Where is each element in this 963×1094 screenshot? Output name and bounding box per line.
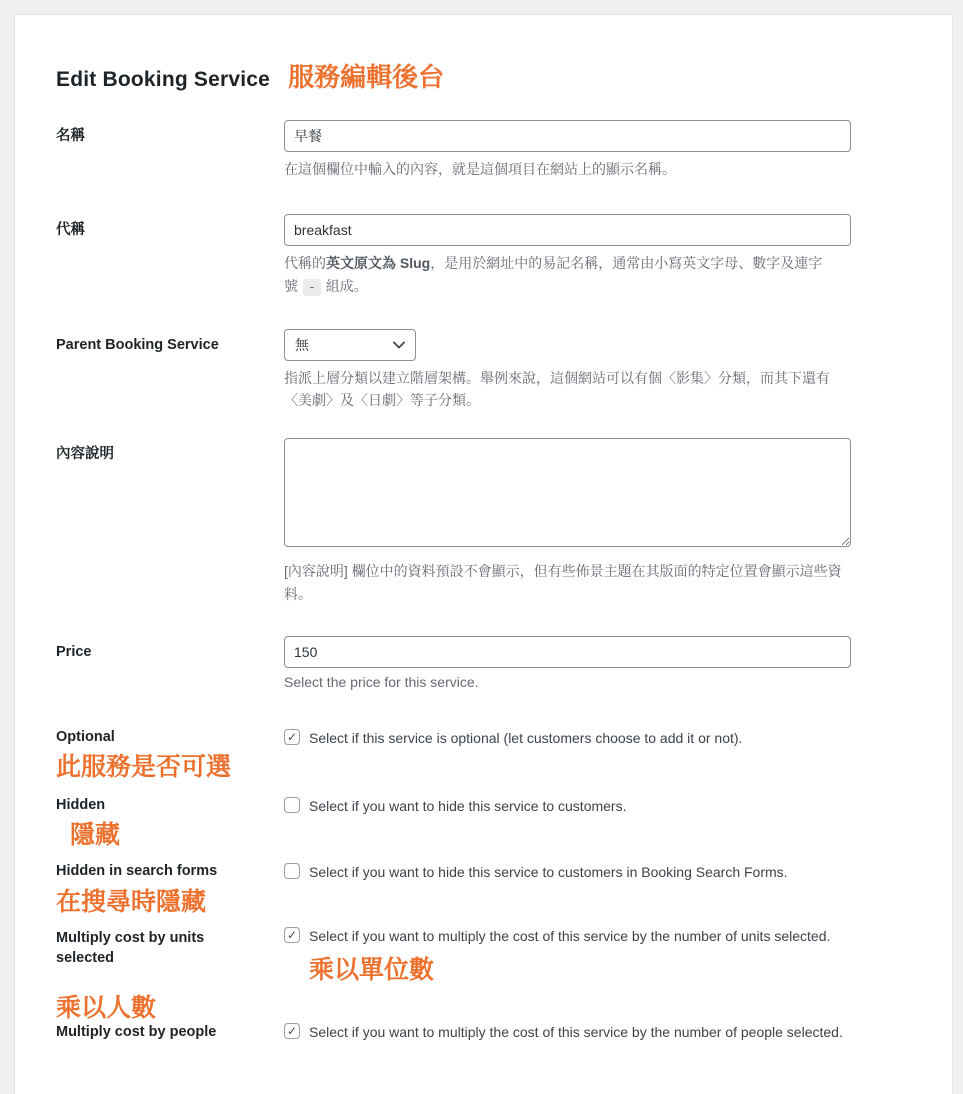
- name-label: 名稱: [56, 128, 85, 144]
- description-help: [內容說明] 欄位中的資料預設不會顯示，但有些佈景主題在其版面的特定位置會顯示這些資料。: [284, 563, 842, 602]
- description-label: 內容說明: [56, 446, 114, 463]
- multiply-units-checkbox[interactable]: [284, 927, 300, 943]
- hidden-search-row: [56, 859, 952, 916]
- multiply-people-label: Multiply cost by people: [56, 1024, 217, 1041]
- price-field-row: [56, 636, 952, 693]
- slug-help: 代稱的英文原文為 Slug，是用於網址中的易記名稱，通常由小寫英文字母、數字及連字號 - 組成。: [284, 255, 823, 295]
- hidden-description: Select if you want to hide this service to customers.: [309, 797, 627, 814]
- optional-label: Optional: [56, 728, 115, 745]
- multiply-units-annotation: 乘以單位數: [309, 955, 435, 984]
- hidden-search-description: Select if you want to hide this service to customers in Booking Search Forms.: [309, 864, 788, 881]
- hidden-search-label: Hidden in search forms: [56, 863, 218, 880]
- hidden-annotation: 隱藏: [70, 821, 121, 850]
- optional-checkbox[interactable]: [284, 729, 300, 745]
- optional-row: [56, 725, 952, 782]
- description-textarea[interactable]: [284, 438, 851, 547]
- slug-field-row: [56, 214, 952, 298]
- name-help: 在這個欄位中輸入的內容，就是這個項目在網站上的顯示名稱。: [284, 161, 676, 177]
- parent-service-select[interactable]: [284, 329, 416, 361]
- hidden-row: [56, 793, 952, 850]
- description-field-row: [56, 438, 952, 605]
- hidden-search-annotation: 在搜尋時隱藏: [56, 887, 207, 916]
- name-field-row: [56, 120, 952, 180]
- multiply-units-row: [56, 926, 952, 984]
- parent-label: Parent Booking Service: [56, 336, 219, 353]
- chevron-down-icon: [393, 341, 405, 349]
- name-input[interactable]: [284, 120, 851, 152]
- multiply-people-annotation: 乘以人數: [56, 993, 157, 1022]
- optional-description: Select if this service is optional (let customers choose to add it or not).: [309, 729, 743, 746]
- page-title: Edit Booking Service: [56, 68, 271, 91]
- hyphen-code-chip: -: [303, 279, 321, 296]
- multiply-units-label: Multiply cost by units selected: [56, 930, 205, 967]
- price-label: Price: [56, 644, 92, 661]
- parent-help: 指派上層分類以建立階層架構。舉例來說，這個網站可以有個〈影集〉分類，而其下還有〈美劇〉及〈日劇〉等子分類。: [284, 369, 830, 408]
- multiply-units-description: Select if you want to multiply the cost of this service by the number of units selected.: [309, 928, 831, 945]
- optional-annotation: 此服務是否可選: [56, 753, 232, 782]
- page-header: [56, 57, 952, 94]
- edit-service-panel: [14, 14, 953, 1094]
- parent-service-selected-value: 無: [295, 336, 309, 353]
- parent-field-row: [56, 329, 952, 412]
- multiply-people-description: Select if you want to multiply the cost of this service by the number of people selected.: [309, 1023, 843, 1040]
- multiply-people-row: [56, 988, 952, 1043]
- hidden-search-checkbox[interactable]: [284, 863, 300, 879]
- hidden-checkbox[interactable]: [284, 797, 300, 813]
- slug-label: 代稱: [56, 222, 85, 239]
- page-title-annotation: 服務編輯後台: [288, 62, 445, 92]
- price-help: Select the price for this service.: [284, 674, 479, 691]
- hidden-label: Hidden: [56, 796, 106, 813]
- price-input[interactable]: [284, 636, 851, 668]
- slug-input[interactable]: [284, 214, 851, 246]
- multiply-people-checkbox[interactable]: [284, 1023, 300, 1039]
